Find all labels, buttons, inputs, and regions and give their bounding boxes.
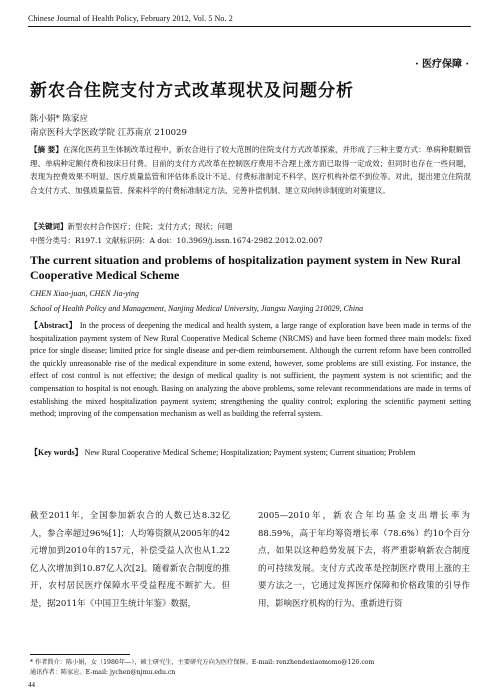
english-abstract-text: In the process of deepening the medical and health system, a large range of exploration have been made in terms of the hospitalization payment system of New Rural Cooperative Medical Scheme (NRCMS) and have been formed three main models: fixed price for single disease; limited price for single disease and per-diem reimbursement. Although the current reform have been controlled the quickly unreasonable rise of the medical expenditure in some extend, however, some problems are still existing. For instance, the effect of cost control is not effective; the design of medical quality is not sufficient, the payment system is not scientific; and the compensation to hospital is not enough. Basing on analyzing the above problems, some relevant recommendations are made in terms of establishing the mixed hospitalization payment system; strengthening the quality control; exploring the scientific payment setting method; improving of the compensation mechanism as well as building the referral system. [30, 321, 472, 419]
body-left-column: 截至2011年，全国参加新农合的人数已达8.32亿人，参合率超过96%[1]；人均筹资额从2005年的42元增加到2010年的157元，补偿受益人次也从1.22亿人次增加到10.87亿人次[2]。随着新农合制度的推开，农村居民医疗保障水平受益程度不断扩大。但是，据2011年《中国卫生统计年鉴》数据， [30, 511, 230, 609]
english-abstract [30, 320, 471, 421]
body-right-column: 2005—2010年，新农合年均基金支出增长率为88.59%，高于年均筹资增长率（78.6%）约10个百分点，如果以这种趋势发展下去，将严重影响新农合制度的可持续发展。支付方式改革是控制医疗费用上涨的主要方法之一，它通过发挥医疗保障和价格政策的引导作用，影响医疗机构的行为、重新进行资 [258, 511, 470, 609]
english-abstract-label: 【Abstract】 [30, 321, 78, 330]
header-rule [28, 26, 471, 27]
abstract-cn-label: 【摘 要】 [30, 145, 63, 154]
classification: 中图分类号：R197.1 文献标识码：A doi：10.3969/j.issn.1674-2982.2012.02.007 [30, 236, 323, 245]
english-keywords-label: 【Key words】 [30, 448, 83, 457]
english-affiliation: School of Health Policy and Management, Nanjing Medical University, Jiangsu Nanjing 210029, China [30, 304, 364, 313]
affiliation: 南京医科大学医政学院 江苏南京 210029 [30, 128, 187, 138]
english-title: The current situation and problems of hospitalization payment system in New Rural Cooperative Medical Scheme [30, 253, 461, 282]
english-keywords-text: New Rural Cooperative Medical Scheme; Hospitalization; Payment system; Current situation; Problem [84, 448, 416, 457]
authors: 陈小娟* 陈家应 [30, 114, 88, 124]
abstract-cn [30, 143, 471, 197]
footnote-rule [30, 654, 130, 655]
abstract-cn-text: 在深化医药卫生体制改革过程中，新农合进行了较大范围的住院支付方式改革探索，并形成了三种主要方式：单病种限额管理、单病种定额付费和按床日付费。目前的支付方式改革在控制医疗费用不合理上涨方面已取得一定成效；但同时也存在一些问题，表现为控费效果不明显、医疗质量监管和评估体系设计不足、付费标准制定不科学、医疗机构补偿不到位等。对此，提出建立住院混合支付方式、加强质量监管、探索科学的付费标准制定方法、完善补偿机制、建立双向转诊制度的对策建议。 [30, 145, 471, 195]
page-number: 44 [28, 681, 35, 689]
keywords-cn-text: 新型农村合作医疗；住院；支付方式；现状；问题 [67, 222, 233, 231]
footnote-author-info: * 作者简介：陈小娟，女（1986年—），硕士研究生，主要研究方向为医疗保障。E-mail: renzhendexiaomomo@126.com [30, 659, 375, 666]
footnote [30, 658, 471, 678]
english-keywords [30, 446, 471, 459]
keywords-cn [30, 221, 471, 232]
article-title: 新农合住院支付方式改革现状及问题分析 [30, 81, 354, 101]
column-label: · 医疗保障 · [415, 59, 469, 70]
footnote-correspondence: 通讯作者：陈家应。E-mail: jychen@njmu.edu.cn [30, 669, 176, 676]
journal-header: Chinese Journal of Health Policy, February 2012, Vol. 5 No. 2 [28, 14, 233, 23]
english-authors: CHEN Xiao-juan, CHEN Jia-ying [30, 289, 139, 298]
keywords-cn-label: 【关键词】 [30, 222, 68, 231]
